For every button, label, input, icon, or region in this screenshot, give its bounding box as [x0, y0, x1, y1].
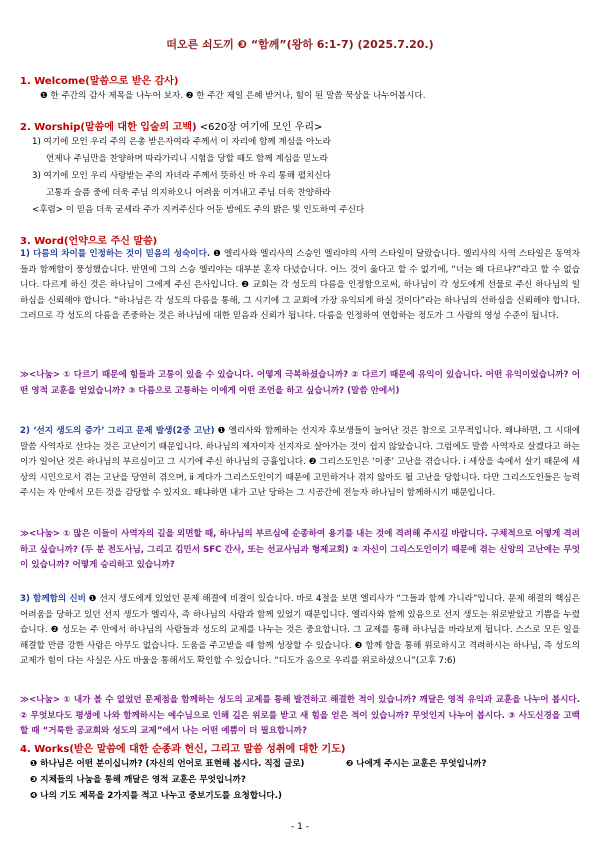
worship-line: 언제나 주님만을 찬양하며 따라가리니 시험을 당할 때도 함께 계심을 믿노라: [46, 154, 328, 164]
works-item: ❶ 하나님은 어떤 분이십니까? (자신의 언어로 표현해 봅시다. 직접 글로): [30, 759, 305, 769]
word-point-2-title: 2) ‘선지 생도의 증가’ 그리고 문제 발생(2중 고난): [20, 426, 215, 436]
page-number: - 1 -: [291, 822, 309, 832]
works-item: ❹ 나의 기도 제목을 2가지를 적고 나누고 중보기도를 요청합니다.): [30, 791, 282, 801]
worship-heading-main: 2. Worship(말씀에 대한 입술의 고백): [20, 122, 197, 133]
worship-line: 1) 여기에 모인 우리 주의 은총 받은자여라 주께서 이 자리에 함께 계심을 아노라: [32, 137, 331, 147]
worship-hymn: <620장 여기에 모인 우리>: [196, 122, 323, 133]
section-welcome-heading: 1. Welcome(말씀으로 받은 감사): [20, 76, 179, 87]
word-point-1-body: ❶ 엘리사와 엘리사의 스승인 엘리야의 사역 스타일이 달랐습니다. 엘리사의 사역 스타일은 동역자들과 함께함이 풍성했습니다. 반면에 그의 스승 엘리야는 대부분 혼자 다녔습니다. 어느 것이 옳다고 할 수 없기에, “너는 왜 다르냐?”라고 할 수 없습니다. 다르게 하신 것은 하나님이 그에게 주신 은사입니다. ❷ 교회는 각 성도의 다름을 인정함으로써, 하나님이 각 성도에게 선물로 주신 하나님의 일하심을 신뢰해야 합니다. “하나님은 각 성도의 다름을 통해, 그 시기에 그 교회에 가장 유익되게 하실 것이다”라는 하나님의 선하심을 신뢰해야 합니다. 그러므로 각 성도의 다름을 존중하는 것은 하나님에 대한 믿음과 신뢰가 됩니다. 다름을 인정하여 연합하는 정도가 그 사람의 영성 수준이 됩니다.: [20, 249, 580, 321]
word-point-1-title: 1) 다름의 차이를 인정하는 것이 믿음의 성숙이다.: [20, 249, 211, 259]
works-item: ❷ 나에게 주시는 교훈은 무엇입니까?: [346, 759, 487, 769]
section-worship-heading: [20, 118, 322, 133]
word-point-3-body: ❶ 선지 생도에게 있었던 문제 해결에 비결이 있습니다. 바로 4절을 보면 엘리사가 “그들과 함께 가니라”입니다. 문제 해결의 핵심은 어려움을 당하고 있던 선지 생도가 엘리사, 즉 하나님의 사람과 함께 있었기 때문입니다. 엘리사와 함께 있음으로 선지 생도는 위로받았고 기쁨을 누렸습니다. ❷ 성도는 주 안에서 하나님의 사람들과 성도의 교제를 나누는 것은 중요합니다. 그 교제를 통해 하나님을 바라보게 됩니다. 스스로 모든 일을 해결할 만큼 강한 사람은 아무도 없습니다. 도움을 주고받을 때 함께 성장할 수 있습니다. ❸ 함께 함을 통해 위로하시고 격려하시는 하나님, 즉 성도의 교제가 힘이 다는 사실은 사도 바울을 통해서도 확인할 수 있습니다. “디도가 옴으로 우리를 위로하셨으니”(고후 7:6): [20, 594, 581, 666]
word-point-2-body: ❶ 엘리사와 함께하는 선지자 후보생들이 늘어난 것은 참으로 고무적입니다. 왜냐하면, 그 시대에 말씀 사역자로 산다는 것은 고난이기 때문입니다. 하나님의 제자이자 선지자로 살아가는 것이 쉽지 않았습니다. 그럼에도 말씀 사역자로 살겠다고 하는 이가 일어난 것은 하나님의 부르심이고 그 시기에 주신 하나님의 긍휼입니다. ❷ 그리스도인은 ‘이중’ 고난을 겪습니다. ⅰ 세상을 속에서 살기 때문에 세상의 시민으로서 겪는 고난을 당연히 겪으며, ⅱ 게다가 그리스도인이기 때문에 고민하거나 겪지 않아도 될 고난을 당합니다. 다만 그리스도인들은 능력 주시는 자 안에서 모든 것을 감당할 수 있지요. 왜냐하면 내가 고난 당하는 그 시공간에 전능자 하나님이 함께하시기 때문입니다.: [20, 426, 580, 498]
welcome-text: ❶ 한 주간의 감사 제목을 나누어 보자. ❷ 한 주간 제일 은혜 받거나, 힘이 된 말씀 묵상을 나누어봅시다.: [40, 91, 426, 101]
section-works-heading: 4. Works(받은 말씀에 대한 순종과 헌신, 그리고 말씀 성취에 대한 기도): [20, 744, 346, 755]
word-point-3-title: 3) 함께함의 신비: [20, 594, 86, 604]
share-questions-2: ≫<나눔> ① 많은 이들이 사역자의 길을 외면할 때, 하나님의 부르심에 순종하여 용기를 내는 것에 격려해 주시길 바랍니다. 구체적으로 어떻게 격려하고 싶습니까? (두 분 전도사님, 그리고 김민서 SFC 간사, 또는 선교사님과 형제교회) ② 자신이 그리스도인이기 때문에 겪는 신앙의 고난에는 무엇이 있습니까? 어떻게 승리하고 있습니까?: [20, 529, 580, 570]
word-paragraph-3: [20, 592, 580, 670]
word-paragraph-1: [20, 247, 580, 325]
worship-line: <후렴> 이 믿음 더욱 굳세라 주가 지켜주신다 어둔 밤에도 주의 밝은 빛 인도하여 주신다: [32, 205, 365, 215]
share-questions-1: ≫<나눔> ① 다르기 때문에 힘들과 고통이 있을 수 있습니다. 어떻게 극복하셨습니까? ② 다르기 때문에 유익이 있습니다. 어떤 유익이었습니까? 어떤 영적 교훈을 얻었습니까? ③ 다름으로 고통하는 이에게 어떤 조언을 하고 싶습니까? (말씀 안에서): [20, 370, 580, 396]
page-title: 떠오른 쇠도끼 ❸ “함께”(왕하 6:1-7) (2025.7.20.): [166, 38, 434, 51]
section-word-heading: 3. Word(언약으로 주신 말씀): [20, 236, 158, 247]
worship-line: 3) 여기에 모인 우리 사랑받는 주의 자녀라 주께서 뜻하신 바 우리 통해 펼치신다: [32, 171, 331, 181]
works-item: ❸ 지체들의 나눔을 통해 깨달은 영적 교훈은 무엇입니까?: [30, 775, 246, 785]
word-paragraph-2: [20, 424, 580, 502]
share-questions-3: ≫<나눔> ① 내가 볼 수 없었던 문제점을 함께하는 성도의 교제를 통해 발견하고 해결한 적이 있습니까? 깨달은 영적 유익과 교훈을 나누어 봅시다. ② 무엇보다도 평생에 나와 함께하시는 예수님으로 인해 깊은 위로를 받고 새 힘을 얻은 적이 있습니까? 무엇인지 나누어 봅시다. ③ 사도신경을 고백할 때 “거룩한 공교회와 성도의 교제”에서 나는 어떤 예쁨이 더 필요합니까?: [20, 695, 580, 736]
worship-line: 고통과 슬픔 중에 더욱 주님 의지하오니 어려움 이겨내고 주님 더욱 찬양하라: [46, 188, 331, 198]
